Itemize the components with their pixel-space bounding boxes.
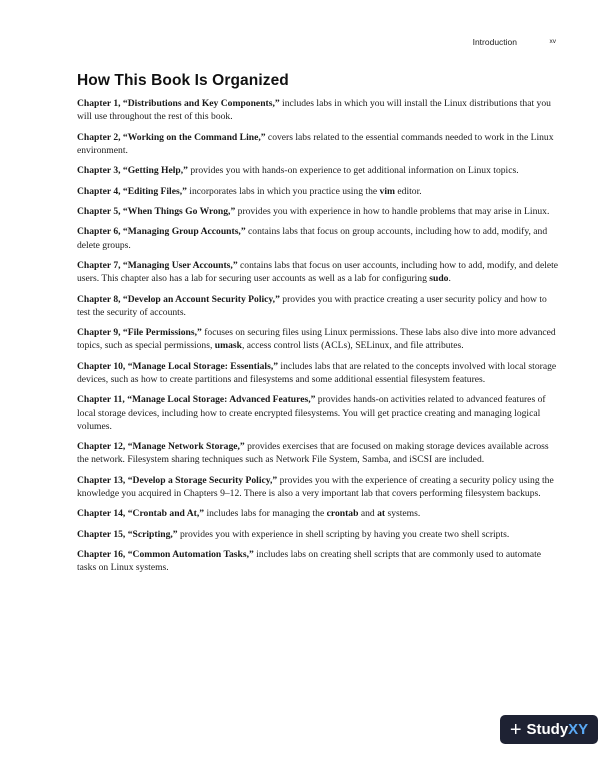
chapter-entry: Chapter 13, “Develop a Storage Security Policy,” provides you with the experience of creating a security policy using the knowledge you acquired in Chapters 9–12. There is also a very important lab that covers performing filesystem backups. <box>77 474 554 499</box>
section-heading: How This Book Is Organized <box>77 72 289 89</box>
command-name: sudo <box>429 273 449 285</box>
chapter-title: Chapter 6, “Managing Group Accounts,” <box>77 226 246 238</box>
page-number: xv <box>549 38 556 45</box>
chapter-title: Chapter 4, “Editing Files,” <box>77 185 187 197</box>
chapter-entry: Chapter 15, “Scripting,” provides you with experience in shell scripting by having you create two shell scripts. <box>77 528 510 540</box>
chapter-entry: Chapter 14, “Crontab and At,” includes labs for managing the crontab and at systems. <box>77 508 421 520</box>
chapter-title: Chapter 11, “Manage Local Storage: Advanced Features,” <box>77 394 316 406</box>
main-content <box>77 72 561 582</box>
running-head <box>0 37 612 51</box>
studyxy-logo <box>500 715 598 744</box>
command-name: crontab <box>326 508 359 520</box>
chapter-title: Chapter 8, “Develop an Account Security Policy,” <box>77 293 280 305</box>
command-name: umask <box>214 340 242 352</box>
command-name: at <box>377 508 386 520</box>
running-head-section: Introduction <box>472 37 517 47</box>
chapter-entry: Chapter 6, “Managing Group Accounts,” contains labs that focus on group accounts, including how to add, modify, and delete groups. <box>77 226 548 251</box>
chapter-entry: Chapter 9, “File Permissions,” focuses on securing files using Linux permissions. These labs also dive into more advanced topics, such as special permissions, umask, access control lists (ACLs), SELinux, and file attributes. <box>77 327 556 352</box>
chapter-entry: Chapter 12, “Manage Network Storage,” provides exercises that are focused on making storage devices available across the network. Filesystem sharing techniques such as Network File System, Samba, and iSCSI are included. <box>77 441 549 466</box>
chapter-entry: Chapter 2, “Working on the Command Line,” covers labs related to the essential commands needed to work in the Linux environment. <box>77 131 554 156</box>
chapter-title: Chapter 14, “Crontab and At,” <box>77 508 205 520</box>
chapter-entry: Chapter 1, “Distributions and Key Components,” includes labs in which you will install the Linux distributions that you will use throughout the rest of this book. <box>77 98 551 123</box>
chapter-title: Chapter 1, “Distributions and Key Components,” <box>77 98 280 109</box>
chapter-entry: Chapter 4, “Editing Files,” incorporates labs in which you practice using the vim editor. <box>77 185 422 197</box>
chapter-entry: Chapter 16, “Common Automation Tasks,” includes labs on creating shell scripts that are commonly used to automate tasks on Linux systems. <box>77 549 542 574</box>
chapter-entry: Chapter 8, “Develop an Account Security Policy,” provides you with practice creating a user security policy and how to test the security of accounts. <box>77 293 547 318</box>
chapter-title: Chapter 2, “Working on the Command Line,” <box>77 131 266 143</box>
logo-study-text: Study <box>526 721 569 738</box>
chapter-title: Chapter 12, “Manage Network Storage,” <box>77 441 245 453</box>
command-name: vim <box>379 185 395 197</box>
logo-xy-text: XY <box>568 721 589 738</box>
chapter-title: Chapter 15, “Scripting,” <box>77 528 178 540</box>
chapter-title: Chapter 10, “Manage Local Storage: Essentials,” <box>77 360 279 372</box>
chapter-title: Chapter 7, “Managing User Accounts,” <box>77 259 238 271</box>
chapter-title: Chapter 5, “When Things Go Wrong,” <box>77 205 236 217</box>
chapter-entry: Chapter 7, “Managing User Accounts,” contains labs that focus on user accounts, including how to add, modify, and delete users. This chapter also has a lab for securing user accounts as well as a lab for configuring sudo. <box>77 259 559 285</box>
chapter-entry: Chapter 10, “Manage Local Storage: Essentials,” includes labs that are related to the concepts involved with local storage devices, such as how to create partitions and filesystems and some additional essential filesystem features. <box>77 360 557 385</box>
plus-icon: + <box>509 718 522 741</box>
chapter-entry: Chapter 11, “Manage Local Storage: Advanced Features,” provides hands-on activities related to advanced features of local storage devices, including how to create encrypted filesystems. You will get practice creating and managing logical volumes. <box>77 394 546 432</box>
chapter-title: Chapter 13, “Develop a Storage Security Policy,” <box>77 474 278 486</box>
chapter-title: Chapter 3, “Getting Help,” <box>77 165 188 177</box>
chapter-title: Chapter 9, “File Permissions,” <box>77 327 202 339</box>
chapter-entry: Chapter 3, “Getting Help,” provides you with hands-on experience to get additional information on Linux topics. <box>77 165 519 177</box>
chapter-entry: Chapter 5, “When Things Go Wrong,” provides you with experience in how to handle problems that may arise in Linux. <box>77 205 550 217</box>
chapter-title: Chapter 16, “Common Automation Tasks,” <box>77 549 254 561</box>
